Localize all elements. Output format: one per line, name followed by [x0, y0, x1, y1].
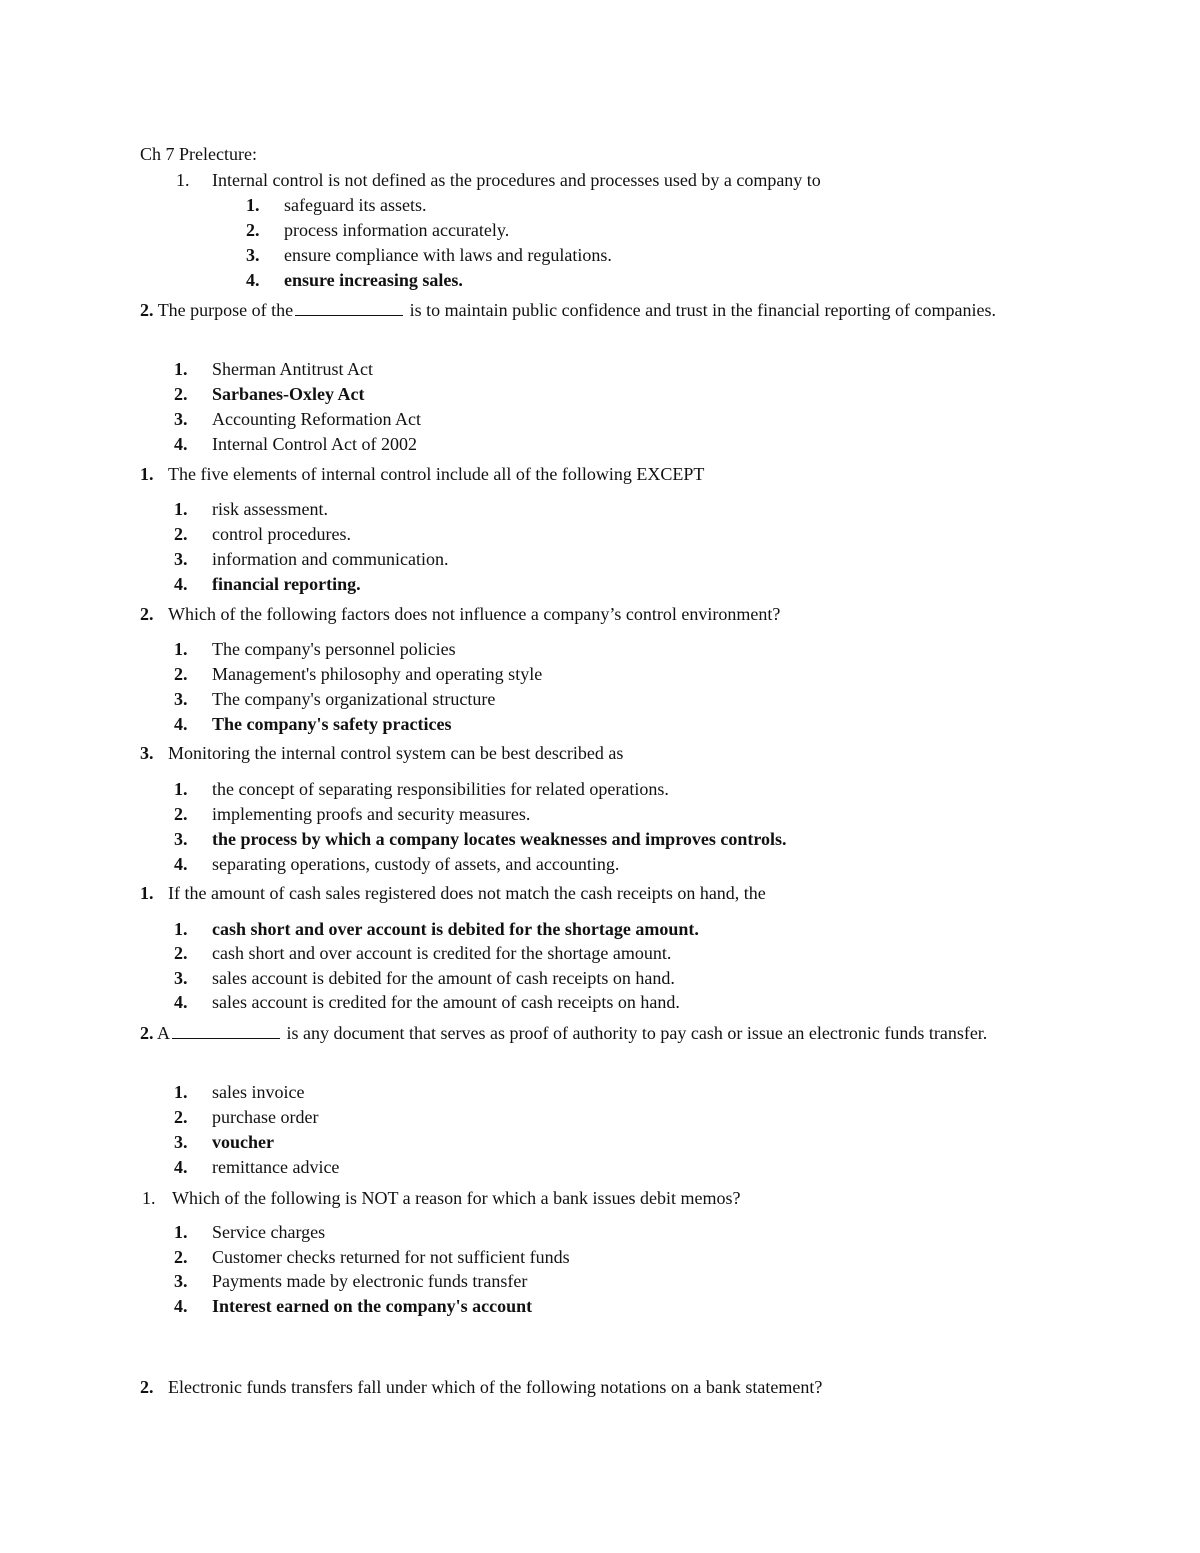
question-text: Monitoring the internal control system can be best described as [168, 743, 624, 763]
question-number: 2. [140, 1023, 154, 1043]
question-9 [140, 1375, 823, 1400]
question-text: Internal control is not defined as the procedures and processes used by a company to [212, 170, 821, 190]
question-1 [176, 168, 821, 193]
question-number: 1. [176, 170, 190, 190]
question-number: 1. [142, 1188, 156, 1208]
question-5 [140, 741, 624, 766]
question-text-before: A [157, 1023, 171, 1043]
question-text: Electronic funds transfers fall under which of the following notations on a bank statement? [168, 1377, 823, 1397]
document-page: Ch 7 Prelecture: 1. Internal control is not defined as the procedures and processes used by a company to 1. safeguard its assets. 2. process information accurately. 3. ensure compliance with laws and regulations. 4. ensure increasing sales. 2. The purpose of the is to maintain public confidence and trust in the financial reporting of companies. 1. Sherman Antitrust Act 2. Sarbanes-Oxley Act 3. Accounting Reformation Act 4. Internal Control Act of 2002 1. The five elements of internal control include all of the following EXCEPT 1. risk assessment. 2. control procedures. 3. information and communication. 4. financial reporting. 2. Which of the following factors does not influence a company’s control environment? 1. The company's personnel policies 2. Management's philosophy and operating style 3. The company's organizational structure 4. The company's safety practices 3. Monitoring the internal control system can be best described as 1. the concept of separating responsibilities for related operations. 2. implementing proofs and security measures. 3. the process by which a company locates weaknesses and improves controls. 4. separating operations, custody of assets, and accounting. 1. If the amount of cash sales registered does not match the cash receipts on hand, the 1. cash short and over account is debited for the shortage amount. 2. cash short and over account is credited for the shortage amount. 3. sales account is debited for the amount of cash receipts on hand. 4. sales account is credited for the amount of cash receipts on hand. 2. A is any document that serves as proof of authority to pay cash or issue an electronic funds transfer. 1. sales invoice 2. purchase order 3. voucher 4. remittance advice 1. Which of the following is NOT a reason for which a bank issues debit memos? 1. Service charges 2. Customer checks returned for not sufficient funds 3. Payments made by electronic funds transfer 4. Interest earned on the company's account 2. Electronic funds transfers fall under which of the following notations on a bank statement? [0, 0, 1200, 1553]
question-text-after: is any document that serves as proof of authority to pay cash or issue an electronic funds transfer. [286, 1023, 988, 1043]
question-number: 1. [140, 464, 154, 484]
question-number: 2. [140, 604, 154, 624]
question-text: If the amount of cash sales registered does not match the cash receipts on hand, the [168, 883, 766, 903]
question-6 [140, 881, 766, 906]
question-text: The five elements of internal control include all of the following EXCEPT [168, 464, 705, 484]
fill-in-blank [295, 301, 403, 316]
page-title: Ch 7 Prelecture: [140, 144, 257, 164]
question-text-after: is to maintain public confidence and trust in the financial reporting of companies. [409, 300, 996, 320]
question-3 [140, 462, 705, 487]
question-number: 1. [140, 883, 154, 903]
question-number: 2. [140, 300, 154, 320]
question-4 [140, 602, 781, 627]
question-8 [142, 1186, 741, 1211]
question-2 [140, 298, 1060, 323]
question-text: Which of the following is NOT a reason for which a bank issues debit memos? [172, 1188, 741, 1208]
fill-in-blank [172, 1024, 280, 1039]
question-number: 3. [140, 743, 154, 763]
question-7 [140, 1021, 1060, 1046]
question-text-before: The purpose of the [157, 300, 294, 320]
question-text: Which of the following factors does not influence a company’s control environment? [168, 604, 781, 624]
question-number: 2. [140, 1377, 154, 1397]
